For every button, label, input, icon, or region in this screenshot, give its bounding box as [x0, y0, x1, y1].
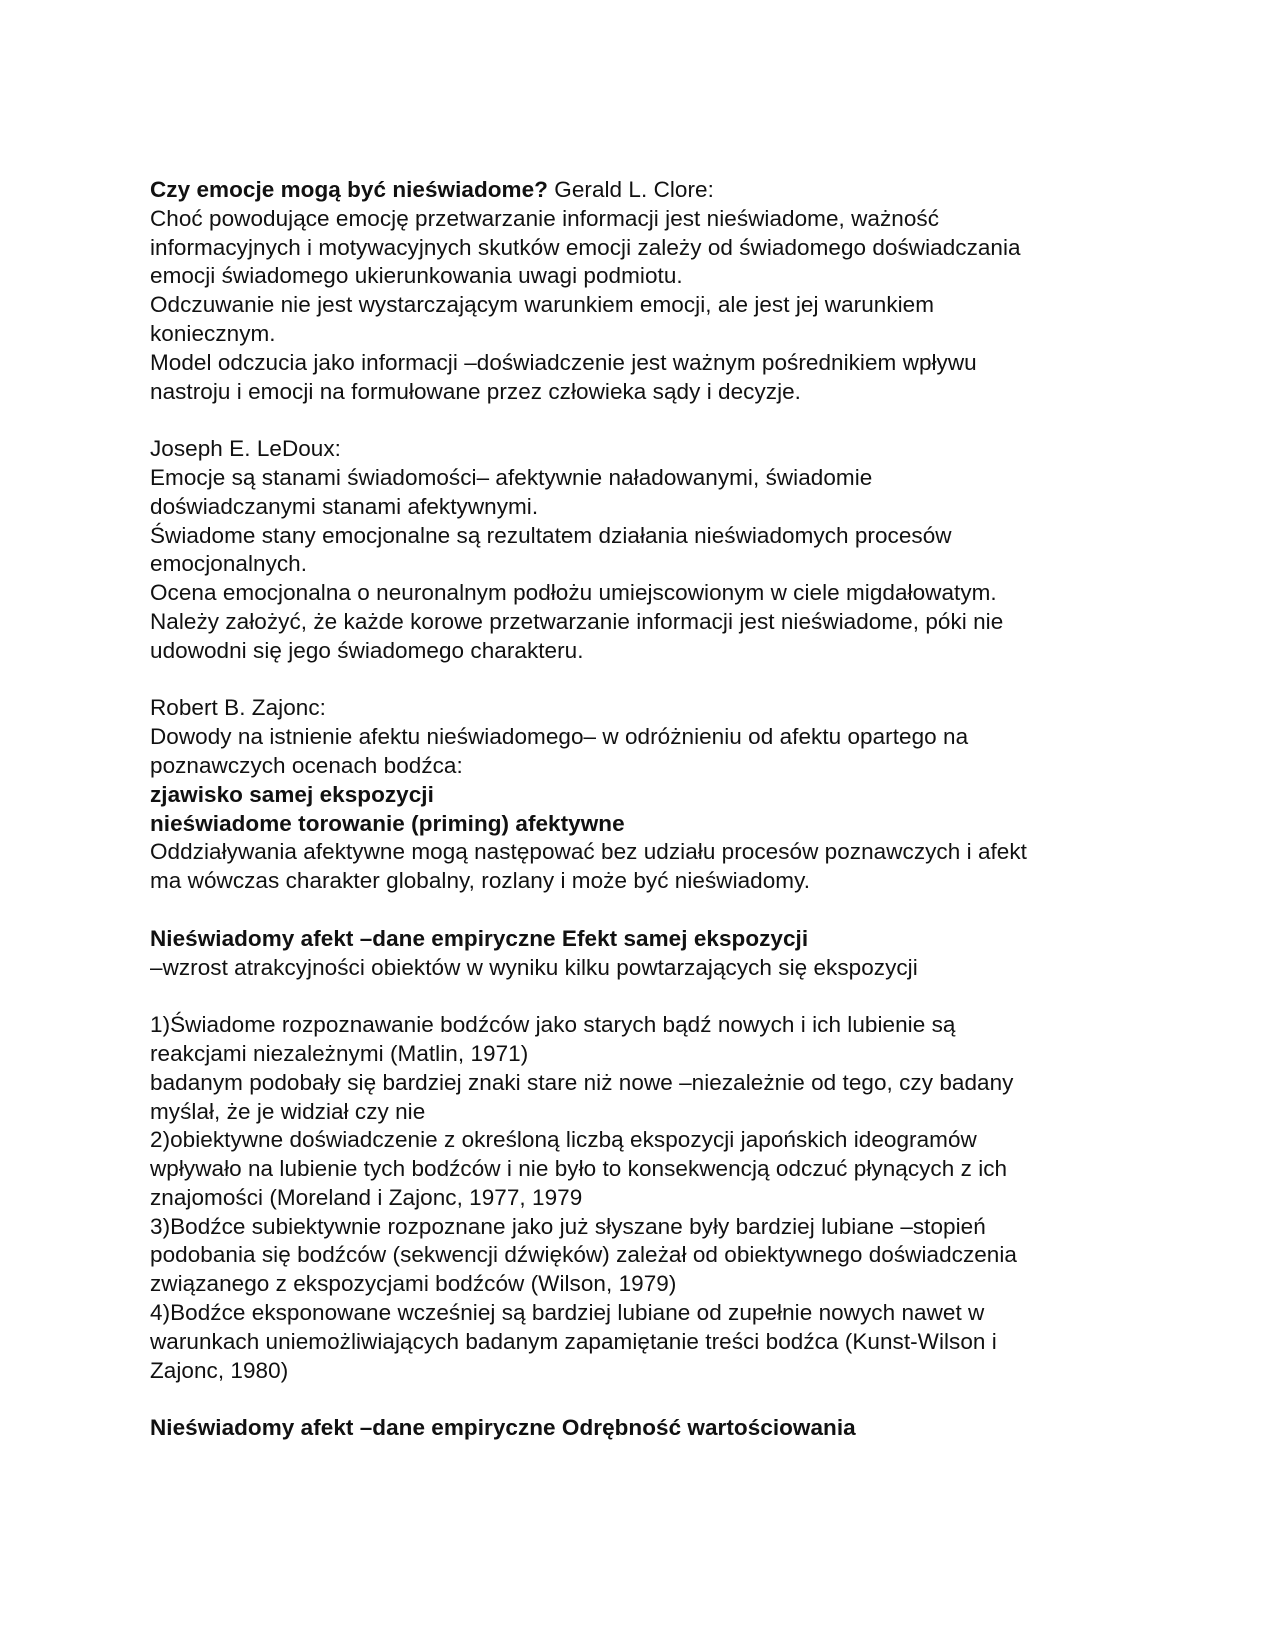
- section3-bold-line: zjawisko samej ekspozycji: [150, 781, 434, 807]
- section4-item-line: 3)Bodźce subiektywnie rozpoznane jako już słyszane były bardziej lubiane –stopień: [150, 1213, 986, 1239]
- section3-line: Dowody na istnienie afektu nieświadomego– w odróżnieniu od afektu opartego na: [150, 724, 969, 750]
- section4-item-line: 1)Świadome rozpoznawanie bodźców jako starych bądź nowych i ich lubienie są: [150, 1012, 956, 1038]
- section3-line: poznawczych ocenach bodźca:: [150, 752, 463, 778]
- section4-item-line: podobania się bodźców (sekwencji dźwięków) zależał od obiektywnego doświadczenia: [150, 1242, 1017, 1268]
- section1-author: Gerald L. Clore:: [547, 177, 714, 202]
- section4-item-line: reakcjami niezależnymi (Matlin, 1971): [150, 1040, 529, 1066]
- spacer: [150, 896, 1150, 925]
- section4-item-line: związanego z ekspozycjami bodźców (Wilson, 1979): [150, 1271, 677, 1297]
- section4-item-line: wpływało na lubienie tych bodźców i nie było to konsekwencją odczuć płynących z ich: [150, 1156, 1008, 1182]
- section5-heading: Nieświadomy afekt –dane empiryczne Odrębność wartościowania: [150, 1415, 856, 1441]
- spacer: [150, 1385, 1150, 1414]
- section2-line: Świadome stany emocjonalne są rezultatem działania nieświadomych procesów: [150, 522, 952, 548]
- section1-title: Czy emocje mogą być nieświadome?: [150, 177, 548, 202]
- section4-item-line: 2)obiektywne doświadczenie z określoną liczbą ekspozycji japońskich ideogramów: [150, 1127, 977, 1153]
- section1-title-line: [150, 176, 1150, 205]
- section1-line: Model odczucia jako informacji –doświadczenie jest ważnym pośrednikiem wpływu: [150, 349, 977, 375]
- section3-line: Oddziaływania afektywne mogą następować bez udziału procesów poznawczych i afekt: [150, 839, 1027, 865]
- section4-item-line: Zajonc, 1980): [150, 1357, 289, 1383]
- section4-item-line: badanym podobały się bardziej znaki stare niż nowe –niezależnie od tego, czy badany: [150, 1069, 1014, 1095]
- section1-line: informacyjnych i motywacyjnych skutków emocji zależy od świadomego doświadczania: [150, 234, 1021, 260]
- section1-line: emocji świadomego ukierunkowania uwagi podmiotu.: [150, 263, 683, 289]
- section2-line: Należy założyć, że każde korowe przetwarzanie informacji jest nieświadome, póki nie: [150, 608, 1004, 634]
- document-page: [150, 176, 1150, 1443]
- spacer: [150, 666, 1150, 695]
- section4-item-line: warunkach uniemożliwiających badanym zapamiętanie treści bodźca (Kunst-Wilson i: [150, 1328, 997, 1354]
- section2-line: Ocena emocjonalna o neuronalnym podłożu umiejscowionym w ciele migdałowatym.: [150, 580, 997, 606]
- section2-author: Joseph E. LeDoux:: [150, 436, 341, 462]
- section1-line: nastroju i emocji na formułowane przez człowieka sądy i decyzje.: [150, 378, 801, 404]
- section2-line: doświadczanymi stanami afektywnymi.: [150, 493, 539, 519]
- section4-item-line: znajomości (Moreland i Zajonc, 1977, 1979: [150, 1184, 583, 1210]
- section1-line: koniecznym.: [150, 320, 276, 346]
- spacer: [150, 406, 1150, 435]
- spacer: [150, 982, 1150, 1011]
- section4-item-line: myślał, że je widział czy nie: [150, 1098, 426, 1124]
- section1-line: Choć powodujące emocję przetwarzanie informacji jest nieświadome, ważność: [150, 205, 940, 231]
- section1-line: Odczuwanie nie jest wystarczającym warunkiem emocji, ale jest jej warunkiem: [150, 292, 935, 318]
- section3-bold-line: nieświadome torowanie (priming) afektywne: [150, 810, 625, 836]
- section2-line: emocjonalnych.: [150, 551, 308, 577]
- section4-subline: –wzrost atrakcyjności obiektów w wyniku kilku powtarzających się ekspozycji: [150, 954, 918, 980]
- section4-heading: Nieświadomy afekt –dane empiryczne Efekt samej ekspozycji: [150, 925, 809, 951]
- section3-author: Robert B. Zajonc:: [150, 695, 326, 721]
- section4-item-line: 4)Bodźce eksponowane wcześniej są bardziej lubiane od zupełnie nowych nawet w: [150, 1300, 985, 1326]
- section3-line: ma wówczas charakter globalny, rozlany i może być nieświadomy.: [150, 868, 811, 894]
- section2-line: Emocje są stanami świadomości– afektywnie naładowanymi, świadomie: [150, 464, 873, 490]
- section2-line: udowodni się jego świadomego charakteru.: [150, 637, 584, 663]
